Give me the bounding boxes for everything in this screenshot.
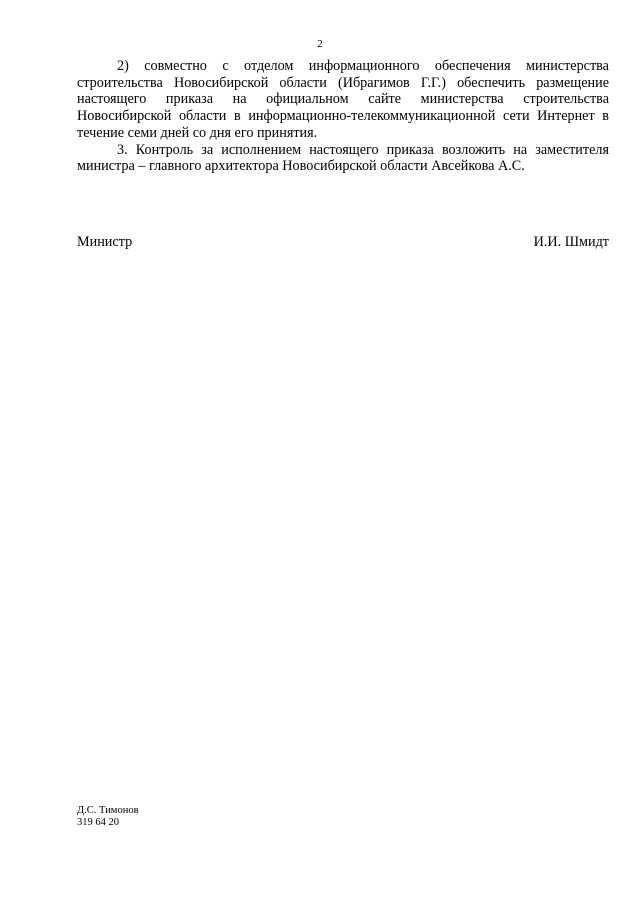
- signatory-name: И.И. Шмидт: [533, 234, 609, 250]
- page-number: 2: [317, 38, 323, 50]
- executor-phone: 319 64 20: [77, 817, 119, 828]
- executor-name: Д.С. Тимонов: [77, 805, 139, 816]
- paragraph-item-2: 2) совместно с отделом информационного обеспечения министерства строительства Новосибирской области (Ибрагимов Г.Г.) обеспечить размещение настоящего приказа на официальном сайте министерства строительства Новосибирской области в информационно-телекоммуникационной сети Интернет в течение семи дней со дня его принятия.: [77, 58, 609, 141]
- signatory-position: Министр: [77, 234, 133, 250]
- paragraph-item-3: 3. Контроль за исполнением настоящего приказа возложить на заместителя министра – главного архитектора Новосибирской области Авсейкова А.С.: [77, 141, 609, 175]
- document-body: [77, 58, 609, 175]
- executor-block: [77, 805, 139, 829]
- signature-block: [77, 234, 609, 251]
